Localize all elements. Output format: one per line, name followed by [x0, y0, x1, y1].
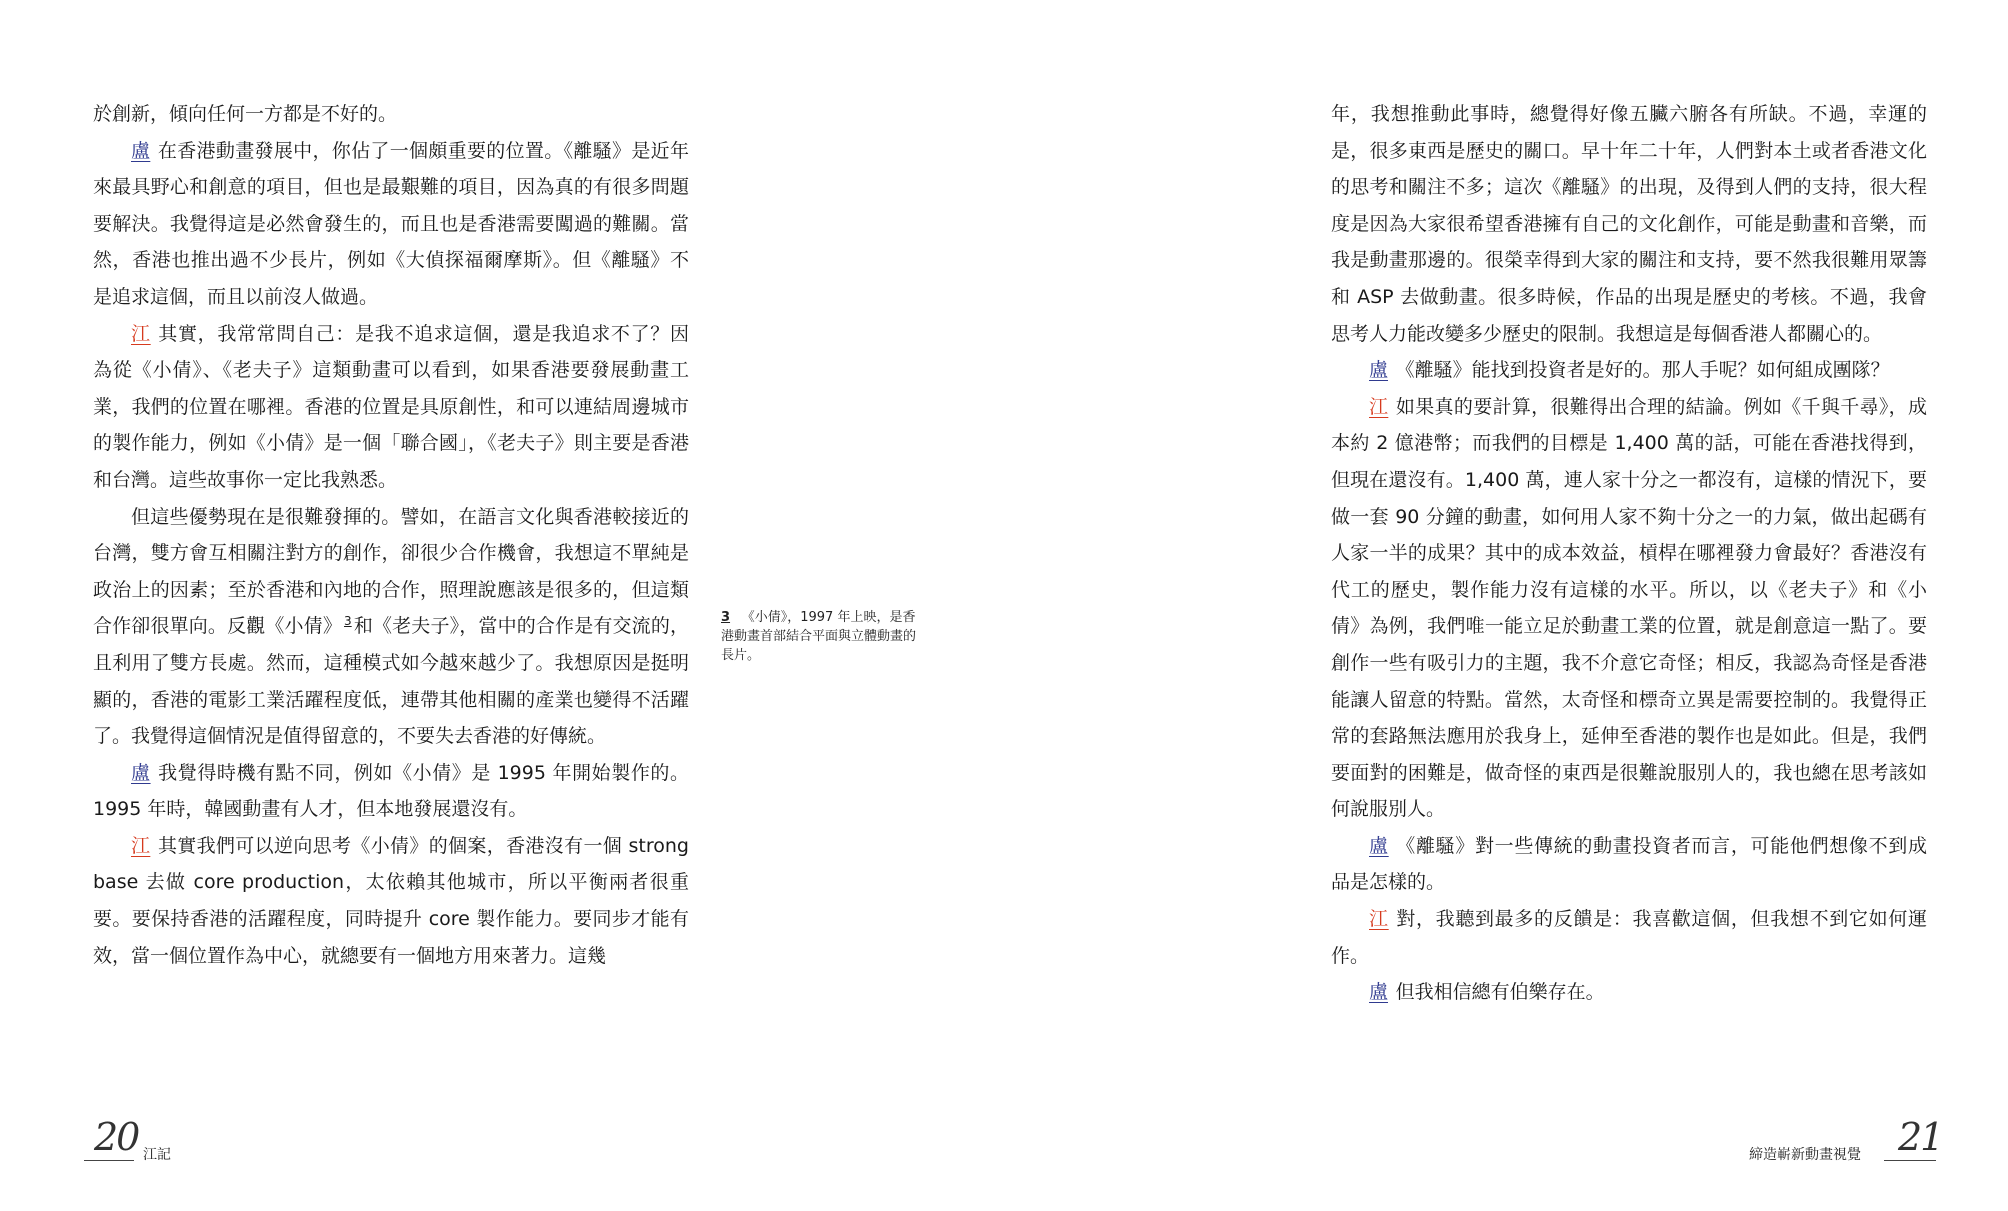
speaker-label-lu: 盧	[1369, 981, 1389, 1004]
running-title-left: 江記	[143, 1147, 171, 1163]
speaker-label-jiang: 江	[131, 322, 151, 345]
paragraph-continuation	[93, 96, 689, 133]
paragraph-continuation	[1331, 96, 1927, 352]
speaker-label-jiang: 江	[1369, 395, 1389, 418]
speaker-label-lu: 盧	[131, 139, 151, 162]
speaker-label-lu: 盧	[1369, 834, 1389, 857]
paragraph-dialogue	[93, 316, 689, 499]
footnote	[721, 608, 916, 665]
paragraph-dialogue	[1331, 974, 1927, 1011]
page-number-right: 21	[1898, 1115, 1943, 1159]
speaker-label-lu: 盧	[1369, 359, 1389, 382]
paragraph-dialogue	[1331, 389, 1927, 828]
folio-rule	[1884, 1160, 1936, 1161]
footnote-text: 《小倩》，1997 年上映，是香港動畫首部結合平面與立體動畫的長片。	[721, 610, 917, 663]
paragraph-dialogue	[1331, 352, 1927, 389]
paragraph-text: 如果真的要計算，很難得出合理的結論。例如《千與千尋》，成本約 2 億港幣；而我們的目標是 1,400 萬的話，可能在香港找得到，但現在還沒有。1,400 萬，連人家十分之一都沒有，這樣的情況下，要做一套 90 分鐘的動畫，如何用人家不夠十分之一的力氣，做出起碼有人家一半的成果？其中的成本效益，槓桿在哪裡發力會最好？香港沒有代工的歷史，製作能力沒有這樣的水平。所以，以《老夫子》和《小倩》為例，我們唯一能立足於動畫工業的位置，就是創意這一點了。要創作一些有吸引力的主題，我不介意它奇怪；相反，我認為奇怪是香港能讓人留意的特點。當然，太奇怪和標奇立異是需要控制的。我覺得正常的套路無法應用於我身上，延伸至香港的製作也是如此。但是，我們要面對的困難是，做奇怪的東西是很難說服別人的，我也總在思考該如何說服別人。	[1331, 395, 1927, 821]
paragraph-dialogue	[93, 755, 689, 828]
speaker-label-jiang: 江	[131, 834, 151, 857]
paragraph-text: 但我相信總有伯樂存在。	[1395, 981, 1605, 1004]
paragraph-dialogue	[1331, 901, 1927, 974]
paragraph-text: 《離騷》能找到投資者是好的。那人手呢？如何組成團隊？	[1395, 359, 1890, 382]
paragraph-text: 於創新，傾向任何一方都是不好的。	[93, 103, 398, 125]
paragraph-text: 和《老夫子》，當中的合作是有交流的，且利用了雙方長處。然而，這種模式如今越來越少了。我想原因是挺明顯的，香港的電影工業活躍程度低，連帶其他相關的產業也變得不活躍了。我覺得這個情況是值得留意的，不要失去香港的好傳統。	[93, 615, 689, 748]
running-title-right: 締造嶄新動畫視覺	[1749, 1147, 1861, 1163]
page-number-left: 20	[94, 1115, 139, 1159]
speaker-label-lu: 盧	[131, 761, 151, 784]
paragraph-dialogue	[93, 133, 689, 316]
speaker-label-jiang: 江	[1369, 908, 1389, 931]
left-page-body	[93, 96, 689, 974]
paragraph-text: 其實我們可以逆向思考《小倩》的個案，香港沒有一個 strong base 去做 core production，太依賴其他城市，所以平衡兩者很重要。要保持香港的活躍程度，同時提升 core 製作能力。要同步才能有效，當一個位置作為中心，就總要有一個地方用來著力。這幾	[93, 834, 689, 967]
folio-rule	[84, 1160, 134, 1161]
paragraph-text: 《離騷》對一些傳統的動畫投資者而言，可能他們想像不到成品是怎樣的。	[1331, 834, 1927, 894]
paragraph-dialogue	[1331, 828, 1927, 901]
paragraph-text: 其實，我常常問自己：是我不追求這個，還是我追求不了？因為從《小倩》、《老夫子》這類動畫可以看到，如果香港要發展動畫工業，我們的位置在哪裡。香港的位置是具原創性，和可以連結周邊城市的製作能力，例如《小倩》是一個「聯合國」，《老夫子》則主要是香港和台灣。這些故事你一定比我熟悉。	[93, 322, 689, 491]
right-page-body	[1331, 96, 1927, 1011]
paragraph-text: 但這些優勢現在是很難發揮的。譬如，在語言文化與香港較接近的台灣，雙方會互相關注對方的創作，卻很少合作機會，我想這不單純是政治上的因素；至於香港和內地的合作，照理說應該是很多的，但這類合作卻很單向。反觀《小倩》	[93, 505, 689, 638]
paragraph-dialogue	[93, 828, 689, 974]
right-folio	[1876, 1115, 1943, 1165]
paragraph-text: 在香港動畫發展中，你佔了一個頗重要的位置。《離騷》是近年來最具野心和創意的項目，但也是最艱難的項目，因為真的有很多問題要解決。我覺得這是必然會發生的，而且也是香港需要闖過的難關。當然，香港也推出過不少長片，例如《大偵探福爾摩斯》。但《離騷》不是追求這個，而且以前沒人做過。	[93, 139, 689, 308]
footnote-reference[interactable]: 3	[344, 613, 352, 628]
paragraph-text: 年，我想推動此事時，總覺得好像五臟六腑各有所缺。不過，幸運的是，很多東西是歷史的關口。早十年二十年，人們對本土或者香港文化的思考和關注不多；這次《離騷》的出現，及得到人們的支持，很大程度是因為大家很希望香港擁有自己的文化創作，可能是動畫和音樂，而我是動畫那邊的。很榮幸得到大家的關注和支持，要不然我很難用眾籌和 ASP 去做動畫。很多時候，作品的出現是歷史的考核。不過，我會思考人力能改變多少歷史的限制。我想這是每個香港人都關心的。	[1331, 103, 1927, 345]
paragraph-text: 對，我聽到最多的反饋是：我喜歡這個，但我想不到它如何運作。	[1331, 908, 1927, 967]
paragraph-text: 我覺得時機有點不同，例如《小倩》是 1995 年開始製作的。1995 年時，韓國動畫有人才，但本地發展還沒有。	[93, 761, 689, 821]
footnote-number: 3	[721, 610, 731, 625]
paragraph-continuation	[93, 499, 689, 755]
